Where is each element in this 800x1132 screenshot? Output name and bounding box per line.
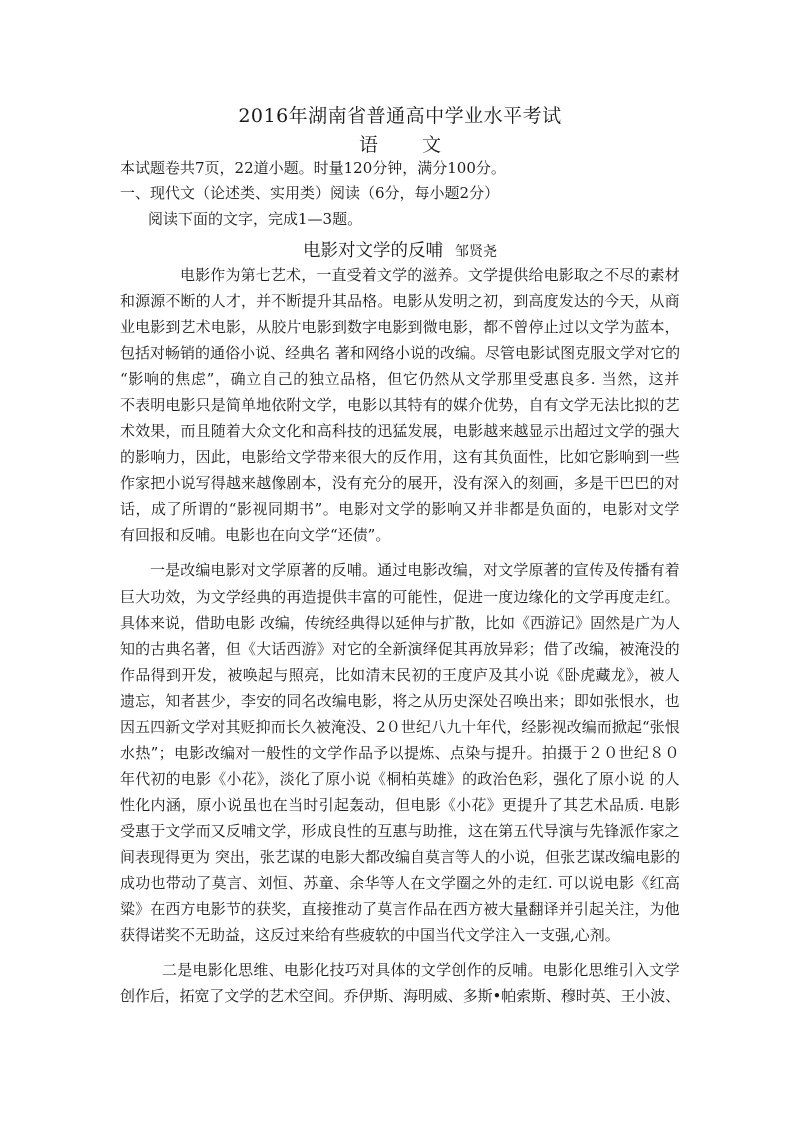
article-line: “影响的焦虑”，确立自己的独立品格，但它仍然从文学那里受惠良多. 当然，这并: [120, 370, 680, 388]
article-line: 间表现得更为 突出，张艺谋的电影大都改编自莫言等人的小说，但张艺谋改编电影的: [120, 848, 681, 866]
subject-char: 语: [358, 134, 378, 156]
section-heading: 一、现代文（论述类、实用类）阅读（6分，每小题2分）: [120, 184, 500, 202]
article-line: 年代初的电影《小花》，淡化了原小说《桐柏英雄》的政治色彩，强化了原小说 的人: [120, 770, 680, 788]
exam-info: 本试题卷共7页，22道小题。时量120分钟，满分100分。: [120, 159, 506, 177]
article-line: 二是电影化思维、电影化技巧对具体的文学创作的反哺。电影化思维引入文学: [162, 961, 680, 979]
article-line: 作家把小说写得越来越像剧本，没有充分的展开，没有深入的刻画，多是干巴巴的对: [120, 474, 680, 492]
article-line: 受惠于文学而又反哺文学，形成良性的互惠与助推，这在第五代导演与先锋派作家之: [120, 822, 680, 840]
article-line: 电影作为第七艺术，一直受着文学的滋养。文学提供给电影取之不尽的素材: [180, 266, 680, 284]
article-line: 创作后，拓宽了文学的艺术空间。乔伊斯、海明威、多斯•帕索斯、穆时英、王小波、: [120, 987, 681, 1005]
article-line: 性化内涵，原小说虽也在当时引起轰动，但电影《小花》更提升了其艺术品质. 电影: [120, 796, 681, 814]
article-line: 具体来说，借助电影 改编，传统经典得以延伸与扩散，比如《西游记》固然是广为人: [120, 614, 681, 632]
subject-heading: [0, 130, 800, 157]
article-heading: [0, 237, 800, 262]
article-line: 术效果，而且随着大众文化和高科技的迅猛发展，电影越来越显示出超过文学的强大: [120, 422, 680, 440]
article-line: 的影响力，因此，电影给文学带来很大的反作用，这有其负面性，比如它影响到一些: [120, 448, 680, 466]
article-line: 水热”；电影改编对一般性的文学作品予以提炼、点染与提升。拍摄于２０世纪８０: [120, 744, 680, 762]
article-line: 知的古典名著，但《大话西游》对它的全新演绎促其再放异彩；借了改编，被淹没的: [120, 640, 680, 658]
article-line: 一是改编电影对文学原著的反哺。通过电影改编，对文学原著的宣传及传播有着: [150, 561, 680, 579]
article-line: 作品得到开发，被唤起与照亮，比如清末民初的王度庐及其小说《卧虎藏龙》，被人: [120, 666, 681, 684]
article-line: 因五四新文学对其贬抑而长久被淹没、2０世纪八九十年代，经影视改编而掀起“张恨: [120, 718, 680, 736]
article-author: 邹贤尧: [455, 244, 497, 260]
article-line: 巨大功效，为文学经典的再造提供丰富的可能性，促进一度边缘化的文学再度走红。: [120, 588, 680, 606]
article-line: 有回报和反哺。电影也在向文学“还债”。: [120, 526, 391, 544]
article-line: 业电影到艺术电影，从胶片电影到数字电影到微电影，都不曾停止过以文学为蓝本，: [120, 318, 680, 336]
section-instruction: 阅读下面的文字，完成1—3题。: [148, 210, 363, 228]
article-line: 和源源不断的人才，并不断提升其品格。电影从发明之初，到高度发达的今天，从商: [120, 292, 680, 310]
article-line: 话，成了所谓的“影视同期书”。电影对文学的影响又并非都是负面的，电影对文学: [120, 500, 680, 518]
subject-char: 文: [422, 134, 442, 156]
article-line: 遗忘，知者甚少，李安的同名改编电影，将之从历史深处召唤出来；即如张恨水，也: [120, 692, 680, 710]
article-line: 粱》在西方电影节的获奖，直接推动了莫言作品在西方被大量翻译并引起关注，为他: [120, 900, 680, 918]
article-line: 获得诺奖不无助益，这反过来给有些疲软的中国当代文学注入一支强,心剂。: [120, 926, 620, 944]
article-line: 成功也带动了莫言、刘恒、苏童、余华等人在文学圈之外的走红. 可以说电影《红高: [120, 874, 681, 892]
exam-title: 2016年湖南省普通高中学业水平考试: [238, 105, 562, 127]
article-line: 包括对畅销的通俗小说、经典名 著和网络小说的改编。尽管电影试图克服文学对它的: [120, 344, 681, 362]
article-line: 不表明电影只是简单地依附文学，电影以其特有的媒介优势，自有文学无法比拟的艺: [120, 396, 680, 414]
article-title: 电影对文学的反哺: [303, 241, 443, 261]
